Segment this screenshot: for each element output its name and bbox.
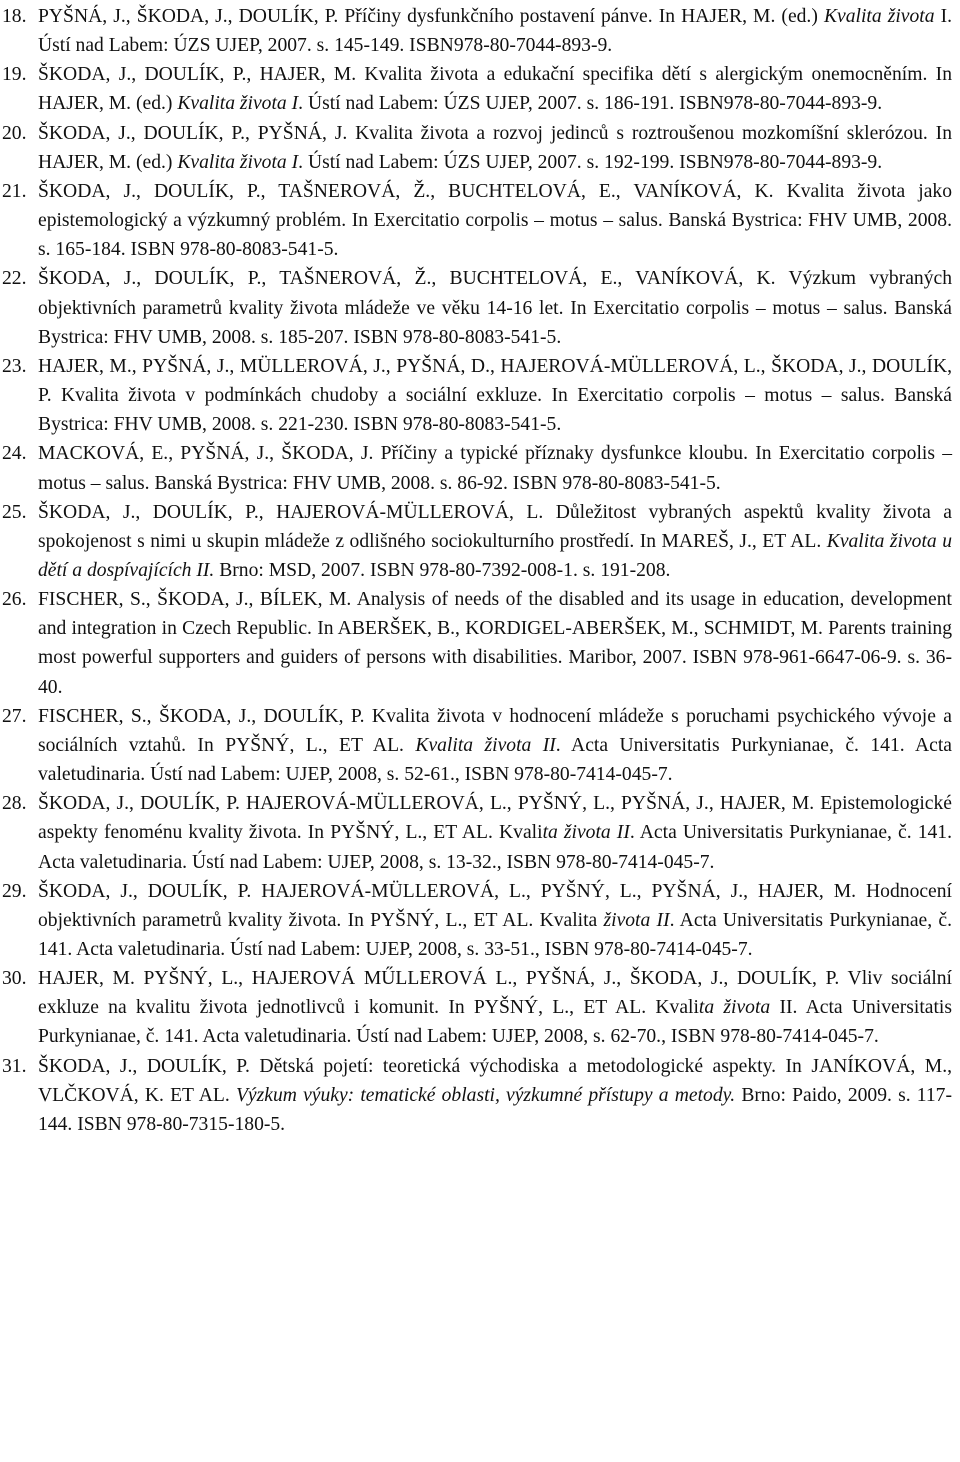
reference-item (2, 439, 952, 497)
reference-number: 31. (2, 1055, 27, 1077)
reference-item (2, 498, 952, 585)
reference-title-italic: Kvalita života I (177, 151, 299, 173)
reference-text: ŠKODA, J., DOULÍK, P. Dětská pojetí: teoretická východiska a metodologické aspekty. In JANÍKOVÁ, M., VLČKOVÁ, K. ET AL. (38, 1055, 952, 1106)
reference-text: I. Ústí nad Labem: ÚZS UJEP, 2007. s. 145-149. ISBN978-80-7044-893-9. (38, 6, 952, 57)
reference-number: 23. (2, 355, 27, 377)
reference-title-italic: ta života (698, 997, 771, 1019)
reference-item (2, 352, 952, 439)
reference-number: 22. (2, 268, 27, 290)
reference-item (2, 60, 952, 118)
reference-text: Brno: MSD, 2007. ISBN 978-80-7392-008-1. s. 191-208. (214, 559, 671, 581)
reference-number: 28. (2, 793, 27, 815)
reference-text: PYŠNÁ, J., ŠKODA, J., DOULÍK, P. Příčiny dysfunkčního postavení pánve. In HAJER, M. (ed.) (38, 6, 824, 27)
reference-item (2, 264, 952, 351)
reference-text: ŠKODA, J., DOULÍK, P., PYŠNÁ, J. Kvalita života a rozvoj jedinců s roztroušenou mozkomíšní sklerózou. In HAJER, M. (ed.) (38, 122, 952, 173)
reference-number: 18. (2, 6, 27, 27)
reference-text: ŠKODA, J., DOULÍK, P. HAJEROVÁ-MÜLLEROVÁ, L., PYŠNÝ, L., PYŠNÁ, J., HAJER, M. Hodnocení objektivních parametrů kvality života. In PYŠNÝ, L., ET AL. Kvalita (38, 880, 952, 931)
reference-text: ŠKODA, J., DOULÍK, P., HAJER, M. Kvalita života a edukační specifika dětí s alergickým onemocněním. In HAJER, M. (ed.) (38, 64, 952, 115)
reference-title-italic: Kvalita života (823, 6, 935, 27)
reference-title-italic: ta života II (542, 822, 630, 844)
reference-number: 25. (2, 501, 27, 523)
reference-title-italic: Kvalita života u dětí a dospívajících II. (38, 530, 952, 581)
reference-text: . Ústí nad Labem: ÚZS UJEP, 2007. s. 192-199. ISBN978-80-7044-893-9. (298, 151, 883, 173)
reference-text: Brno: Paido, 2009. s. 117-144. ISBN 978-80-7315-180-5. (38, 1084, 952, 1135)
reference-text: II. Acta Universitatis Purkynianae, č. 141. Acta valetudinaria. Ústí nad Labem: UJEP, 2008, s. 62-70., ISBN 978-80-7414-045-7. (38, 997, 952, 1048)
reference-title-italic: života II (603, 909, 670, 931)
reference-item (2, 789, 952, 876)
reference-item (2, 119, 952, 177)
reference-item (2, 585, 952, 702)
reference-number: 24. (2, 443, 27, 465)
reference-text: . Ústí nad Labem: ÚZS UJEP, 2007. s. 186-191. ISBN978-80-7044-893-9. (298, 93, 883, 115)
reference-title-italic: Kvalita života I (177, 93, 299, 115)
reference-number: 29. (2, 880, 27, 902)
reference-item (2, 702, 952, 789)
reference-text: . Acta Universitatis Purkynianae, č. 141. Acta valetudinaria. Ústí nad Labem: UJEP, 2008, s. 52-61., ISBN 978-80-7414-045-7. (38, 734, 952, 786)
reference-text: HAJER, M., PYŠNÁ, J., MÜLLEROVÁ, J., PYŠNÁ, D., HAJEROVÁ-MÜLLEROVÁ, L., ŠKODA, J., DOULÍK, P. Kvalita života v podmínkách chudoby a sociální exkluze. In Exercitatio corpolis – motus – salus. Banská Bystrica: FHV UMB, 2008. s. 221-230. ISBN 978-80-8083-541-5. (38, 355, 952, 436)
reference-list (2, 2, 952, 1139)
reference-text: ŠKODA, J., DOULÍK, P., TAŠNEROVÁ, Ž., BUCHTELOVÁ, E., VANÍKOVÁ, K. Kvalita života jako epistemologický a výzkumný problém. In Exercitatio corpolis – motus – salus. Banská Bystrica: FHV UMB, 2008. s. 165-184. ISBN 978-80-8083-541-5. (38, 180, 952, 261)
reference-item (2, 964, 952, 1051)
reference-title-italic: Kvalita života II (415, 734, 556, 756)
reference-item (2, 1052, 952, 1139)
reference-number: 30. (2, 968, 27, 990)
reference-item (2, 177, 952, 264)
reference-number: 21. (2, 180, 27, 202)
reference-text: . Acta Universitatis Purkynianae, č. 141. Acta valetudinaria. Ústí nad Labem: UJEP, 2008, s. 13-32., ISBN 978-80-7414-045-7. (38, 822, 953, 873)
reference-text: MACKOVÁ, E., PYŠNÁ, J., ŠKODA, J. Příčiny a typické příznaky dysfunkce kloubu. In Exercitatio corpolis – motus – salus. Banská Bystrica: FHV UMB, 2008. s. 86-92. ISBN 978-80-8083-541-5. (38, 443, 952, 494)
reference-text: ŠKODA, J., DOULÍK, P., TAŠNEROVÁ, Ž., BUCHTELOVÁ, E., VANÍKOVÁ, K. Výzkum vybraných objektivních parametrů kvality života mládeže ve věku 14-16 let. In Exercitatio corpolis – motus – salus. Banská Bystrica: FHV UMB, 2008. s. 185-207. ISBN 978-80-8083-541-5. (38, 268, 952, 348)
reference-text: FISCHER, S., ŠKODA, J., BÍLEK, M. Analysis of needs of the disabled and its usage in education, development and integration in Czech Republic. In ABERŠEK, B., KORDIGEL-ABERŠEK, M., SCHMIDT, M. Parents training most powerful supporters and guiders of persons with disabilities. Maribor, 2007. ISBN 978-961-6647-06-9. s. 36-40. (38, 589, 952, 698)
reference-number: 26. (2, 589, 27, 611)
reference-item (2, 2, 952, 60)
reference-number: 20. (2, 122, 27, 144)
reference-text: ŠKODA, J., DOULÍK, P. HAJEROVÁ-MÜLLEROVÁ, L., PYŠNÝ, L., PYŠNÁ, J., HAJER, M. Epistemologické aspekty fenoménu kvality života. In PYŠNÝ, L., ET AL. Kvali (38, 793, 952, 844)
reference-title-italic: Výzkum výuky: tematické oblasti, výzkumné přístupy a metody. (235, 1084, 736, 1106)
reference-number: 27. (2, 705, 27, 727)
reference-text: . Acta Universitatis Purkynianae, č. 141. Acta valetudinaria. Ústí nad Labem: UJEP, 2008, s. 33-51., ISBN 978-80-7414-045-7. (38, 909, 952, 960)
reference-text: HAJER, M. PYŠNÝ, L., HAJEROVÁ MŰLLEROVÁ L., PYŠNÁ, J., ŠKODA, J., DOULÍK, P. Vliv sociální exkluze na kvalitu života jednotlivců i komunit. In PYŠNÝ, L., ET AL. Kvali (38, 968, 952, 1019)
reference-text: ŠKODA, J., DOULÍK, P., HAJEROVÁ-MÜLLEROVÁ, L. Důležitost vybraných aspektů kvality života a spokojenost s nimi u skupin mládeže z odlišného sociokulturního prostředí. In MAREŠ, J., ET AL. (38, 501, 952, 552)
reference-item (2, 877, 952, 964)
reference-number: 19. (2, 64, 27, 86)
reference-text: FISCHER, S., ŠKODA, J., DOULÍK, P. Kvalita života v hodnocení mládeže s poruchami psychického vývoje a sociálních vztahů. In PYŠNÝ, L., ET AL. (38, 705, 952, 756)
